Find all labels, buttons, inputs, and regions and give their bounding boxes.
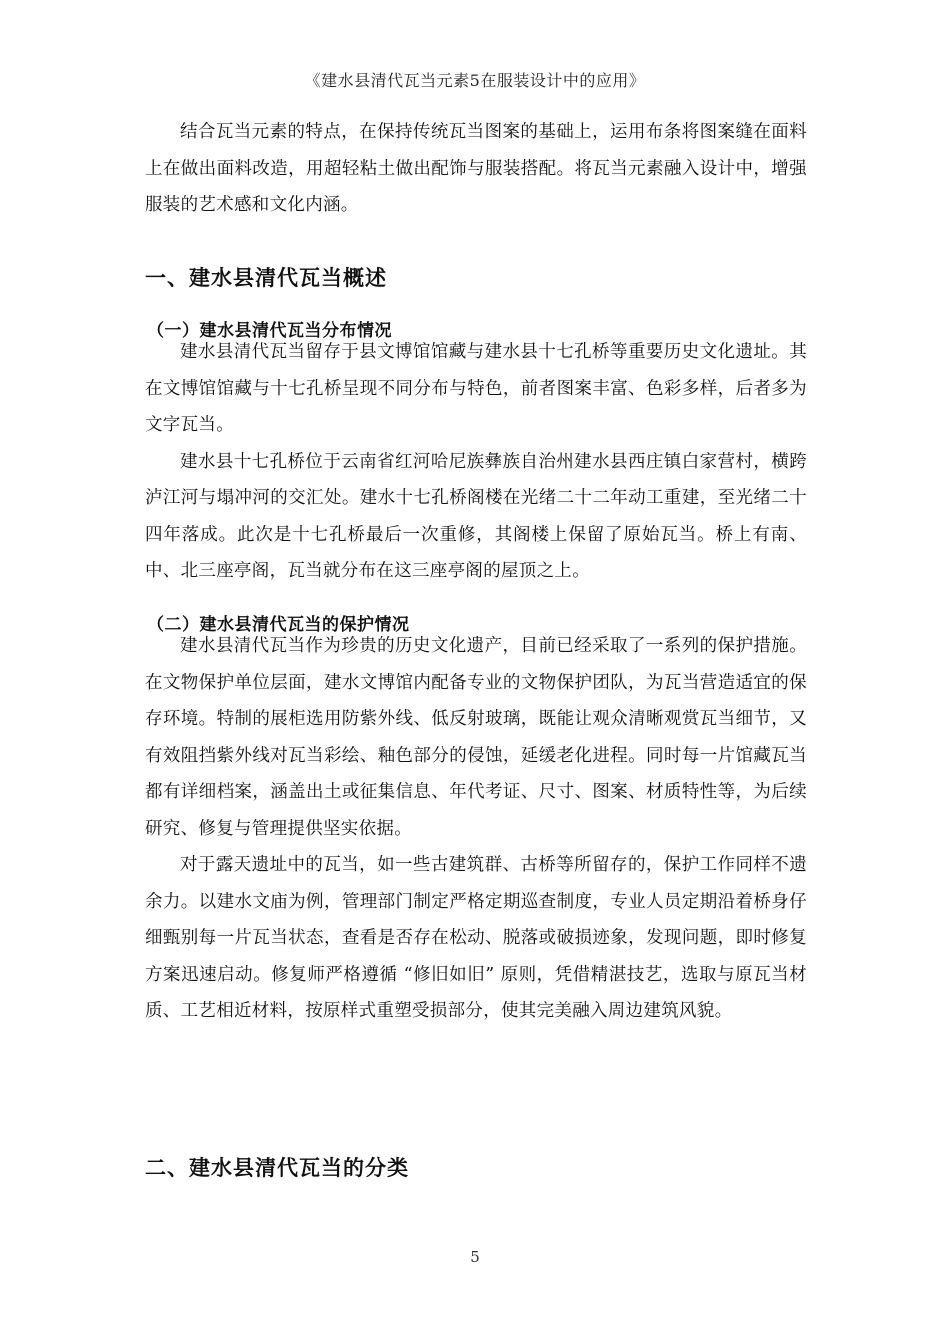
paragraph: 建水县清代瓦当作为珍贵的历史文化遗产，目前已经采取了一系列的保护措施。在文物保护单位层面，建水文博馆内配备专业的文物保护团队，为瓦当营造适宜的保存环境。特制的展柜选用防紫外线、低反射玻璃，既能让观众清晰观赏瓦当细节，又有效阻挡紫外线对瓦当彩绘、釉色部分的侵蚀，延缓老化进程。同时每一片馆藏瓦当都有详细档案，涵盖出土或征集信息、年代考证、尺寸、图案、材质特性等，为后续研究、修复与管理提供坚实依据。 <box>145 636 807 839</box>
page-number: 5 <box>470 1248 480 1266</box>
paragraph: 对于露天遗址中的瓦当，如一些古建筑群、古桥等所留存的，保护工作同样不遗余力。以建水文庙为例，管理部门制定严格定期巡查制度，专业人员定期沿着桥身仔细甄别每一片瓦当状态，查看是否存在松动、脱落或破损迹象，发现问题，即时修复方案迅速启动。修复师严格遵循 “修旧如旧” 原则，凭借精湛技艺，选取与原瓦当材质、工艺相近材料，按原样式重塑受损部分，使其完美融入周边建筑风貌。 <box>145 855 807 1021</box>
paragraph: 建水县十七孔桥位于云南省红河哈尼族彝族自治州建水县西庄镇白家营村，横跨泸江河与塌冲河的交汇处。建水十七孔桥阁楼在光绪二十二年动工重建，至光绪二十四年落成。此次是十七孔桥最后一次重修，其阁楼上保留了原始瓦当。桥上有南、中、北三座亭阁，瓦当就分布在这三座亭阁的屋顶之上。 <box>145 451 807 581</box>
subsection-1-2-body <box>145 628 807 1030</box>
subsection-1-1-heading: （一）建水县清代瓦当分布情况 <box>147 321 392 341</box>
subsection-1-1-body <box>145 334 807 590</box>
paragraph: 建水县清代瓦当留存于县文博馆馆藏与建水县十七孔桥等重要历史文化遗址。其在文博馆馆藏与十七孔桥呈现不同分布与特色，前者图案丰富、色彩多样，后者多为文字瓦当。 <box>145 342 807 435</box>
intro-paragraph: 结合瓦当元素的特点，在保持传统瓦当图案的基础上，运用布条将图案缝在面料上在做出面料改造，用超轻粘土做出配饰与服装搭配。将瓦当元素融入设计中，增强服装的艺术感和文化内涵。 <box>145 122 807 215</box>
section-1-heading: 一、建水县清代瓦当概述 <box>145 266 387 290</box>
section-2-heading: 二、建水县清代瓦当的分类 <box>145 1156 409 1180</box>
intro-block <box>145 114 807 224</box>
subsection-1-2-heading: （二）建水县清代瓦当的保护情况 <box>147 615 410 635</box>
running-header: 《建水县清代瓦当元素5在服装设计中的应用》 <box>304 71 646 90</box>
